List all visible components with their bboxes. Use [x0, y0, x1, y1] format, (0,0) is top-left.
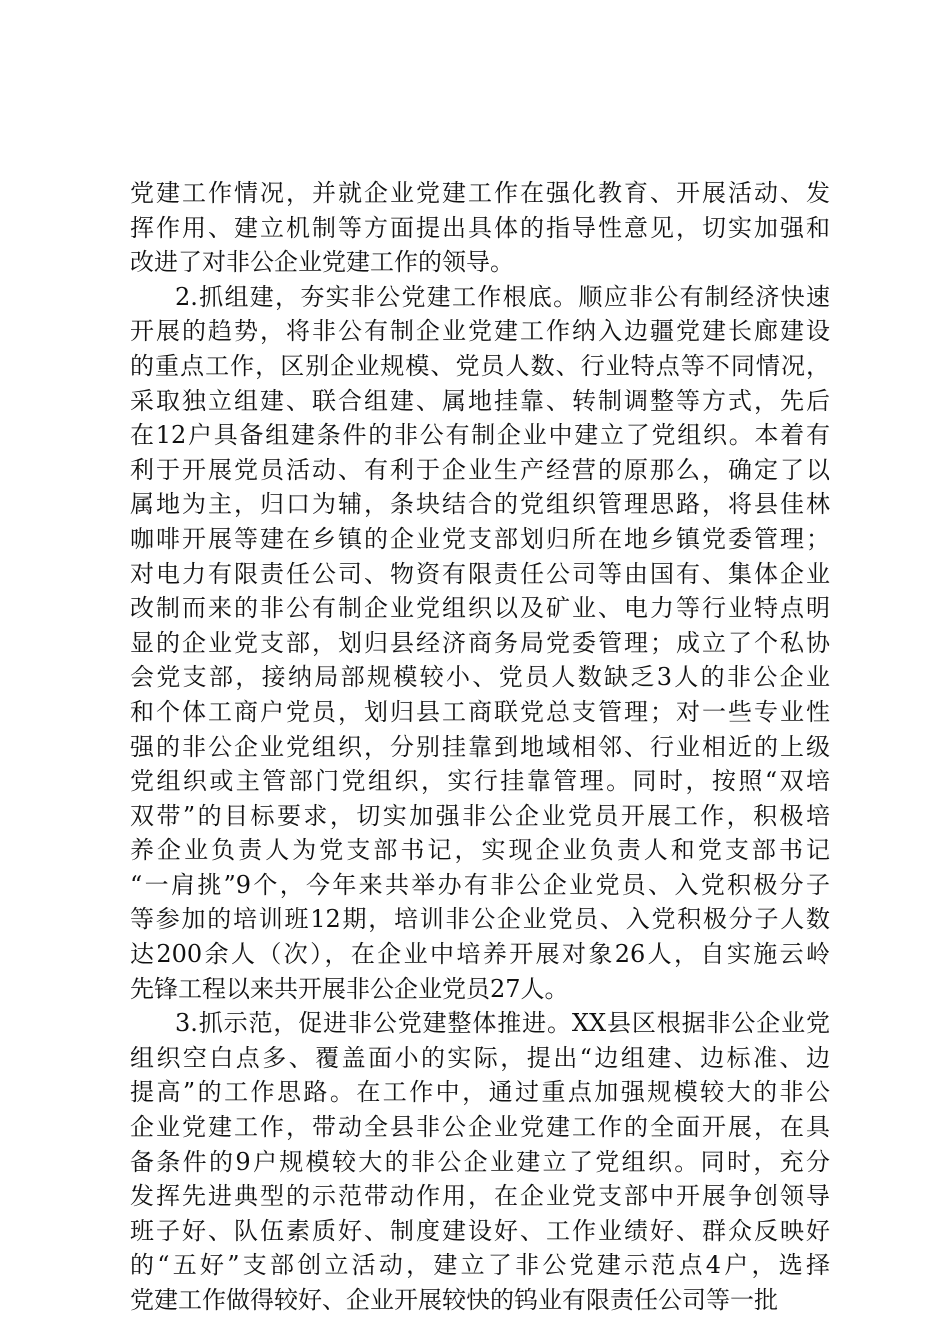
text-line: 等参加的培训班12期，培训非公企业党员、入党积极分子人数 [130, 905, 830, 934]
text-line: 会党支部，接纳局部规模较小、党员人数缺乏3人的非公企业 [130, 663, 830, 692]
paragraph-1-continuation [130, 176, 830, 280]
text-line: 发挥先进典型的示范带动作用，在企业党支部中开展争创领导 [130, 1182, 830, 1211]
text-line: 挥作用、建立机制等方面提出具体的指导性意见，切实加强和 [130, 213, 830, 242]
text-line: “一肩挑”9个，今年来共举办有非公企业党员、入党积极分子 [130, 870, 830, 899]
text-line: 改进了对非公企业党建工作的领导。 [130, 248, 514, 277]
text-line: 采取独立组建、联合组建、属地挂靠、转制调整等方式，先后 [130, 386, 830, 415]
text-line: 双带”的目标要求，切实加强非公企业党员开展工作，积极培 [130, 801, 830, 830]
text-line: 咖啡开展等建在乡镇的企业党支部划归所在地乡镇党委管理； [130, 524, 830, 553]
text-line: 3.抓示范，促进非公党建整体推进。XX县区根据非公企业党 [175, 1009, 830, 1038]
paragraph-3-demonstration [130, 1006, 830, 1317]
text-line: 组织空白点多、覆盖面小的实际，提出“边组建、边标准、边 [130, 1043, 830, 1072]
text-line: 显的企业党支部，划归县经济商务局党委管理；成立了个私协 [130, 628, 830, 657]
text-line: 开展的趋势，将非公有制企业党建工作纳入边疆党建长廊建设 [130, 317, 830, 346]
text-line: 的重点工作，区别企业规模、党员人数、行业特点等不同情况， [130, 351, 830, 380]
text-line: 在12户具备组建条件的非公有制企业中建立了党组织。本着有 [130, 421, 830, 450]
paragraph-2-organization [130, 280, 830, 1006]
text-line: 企业党建工作，带动全县非公企业党建工作的全面开展，在具 [130, 1113, 830, 1142]
text-line: 党组织或主管部门党组织，实行挂靠管理。同时，按照“双培 [130, 767, 830, 796]
text-line: 提高”的工作思路。在工作中，通过重点加强规模较大的非公 [130, 1078, 830, 1107]
text-line: 班子好、队伍素质好、制度建设好、工作业绩好、群众反映好 [130, 1216, 830, 1245]
document-body [130, 176, 830, 1318]
text-line: 利于开展党员活动、有利于企业生产经营的原那么，确定了以 [130, 455, 830, 484]
text-line: 改制而来的非公有制企业党组织以及矿业、电力等行业特点明 [130, 594, 830, 623]
text-line: 对电力有限责任公司、物资有限责任公司等由国有、集体企业 [130, 559, 830, 588]
text-line: 养企业负责人为党支部书记，实现企业负责人和党支部书记 [130, 836, 830, 865]
text-line: 先锋工程以来共开展非公企业党员27人。 [130, 974, 569, 1003]
text-line: 备条件的9户规模较大的非公企业建立了党组织。同时，充分 [130, 1147, 830, 1176]
text-line: 和个体工商户党员，划归县工商联党总支管理；对一些专业性 [130, 697, 830, 726]
text-line: 党建工作做得较好、企业开展较快的钨业有限责任公司等一批 [130, 1286, 778, 1314]
text-line: 2.抓组建，夯实非公党建工作根底。顺应非公有制经济快速 [175, 282, 830, 311]
text-line: 达200余人（次），在企业中培养开展对象26人，自实施云岭 [130, 940, 830, 969]
text-line: 强的非公企业党组织，分别挂靠到地域相邻、行业相近的上级 [130, 732, 830, 761]
text-line: 的“五好”支部创立活动，建立了非公党建示范点4户，选择 [130, 1251, 830, 1280]
text-line: 党建工作情况，并就企业党建工作在强化教育、开展活动、发 [130, 179, 830, 207]
text-line: 属地为主，归口为辅，条块结合的党组织管理思路，将县佳林 [130, 490, 830, 519]
